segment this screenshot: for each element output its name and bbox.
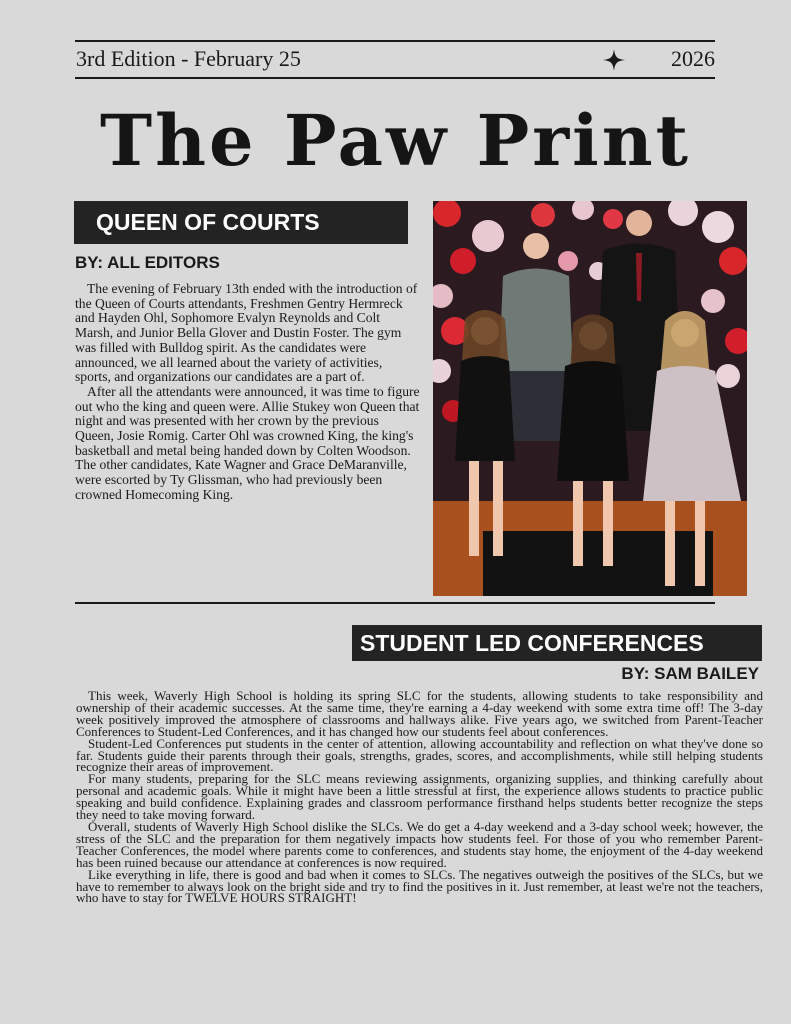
article-body	[75, 282, 420, 503]
sparkle-icon	[603, 49, 625, 71]
article-paragraph: The evening of February 13th ended with the introduction of the Queen of Courts attendants, Freshmen Gentry Hermreck and Hayden Ohl, Sophomore Evalyn Reynolds and Colt Marsh, and Junior Bella Glover and Dustin Foster. The gym was filled with Bulldog spirit. As the candidates were announced, we all learned about the variety of activities, sports, and organizations our candidates are a part of.	[75, 281, 418, 385]
article-byline: BY: SAM BAILEY	[621, 664, 759, 683]
article-body	[76, 690, 763, 904]
section-divider	[75, 602, 715, 604]
article-paragraph: Overall, students of Waverly High School dislike the SLCs. We do get a 4-day weekend and a 3-day school week; however, the stress of the SLC and the preparation for them negatively impacts how students feel. For those of you who remember Parent-Teacher Conferences, the model where parents come to conferences, and students stay home, the enjoyment of the 4-day weekend has been ruined because our attendance at conferences is now required.	[76, 818, 763, 870]
edition-year: 2026	[671, 46, 715, 71]
header-bottom-rule	[75, 77, 715, 79]
top-rule	[75, 40, 715, 42]
article-paragraph: Like everything in life, there is good and bad when it comes to SLCs. The negatives outweigh the positives of the SLCs, but we have to remember to always look on the bright side and try to find the positives in it. Just remember, at least we're not the teachers, who have to stay for TWELVE HOURS STRAIGHT!	[76, 866, 763, 906]
court-photo	[433, 201, 747, 596]
article-paragraph: For many students, preparing for the SLC means reviewing assignments, organizing supplies, and thinking carefully about personal and academic goals. While it might have been a little stressful at first, the experience allows students to practice public speaking and build confidence. Explaining grades and classroom performance firsthand helps students better recognize the steps they need to take moving forward.	[76, 771, 763, 823]
article-byline: BY: ALL EDITORS	[75, 253, 220, 272]
article-headline: QUEEN OF COURTS	[74, 201, 408, 244]
article-paragraph: This week, Waverly High School is holding its spring SLC for the students, allowing students to take responsibility and ownership of their academic successes. At the same time, they're earning a 4-day weekend with some extra time off! The 3-day week positively improved the atmosphere of classrooms and hallways alike. Five years ago, we switched from Parent-Teacher Conferences to Student-Led Conferences, and it has changed how our students feel about conferences.	[76, 688, 763, 739]
masthead-title: The Paw Print	[100, 99, 691, 182]
article-paragraph: Student-Led Conferences put students in the center of attention, allowing accountability and reflection on what they've done so far. Students guide their parents through their goals, strengths, grades, scores, and accomplishments, while still helping students recognize their areas of improvement.	[76, 735, 763, 775]
article-headline: STUDENT LED CONFERENCES	[352, 625, 762, 661]
edition-label: 3rd Edition - February 25	[76, 46, 301, 71]
article-paragraph: After all the attendants were announced, it was time to figure out who the king and queen were. Allie Stukey won Queen that night and was presented with her crown by the previous Queen, Josie Romig. Carter Ohl was crowned King, the king's basketball and metal being handed down by Colten Woodson. The other candidates, Kate Wagner and Grace DeMaranville, were escorted by Ty Glissman, who had previously been crowned Homecoming King.	[75, 383, 420, 502]
